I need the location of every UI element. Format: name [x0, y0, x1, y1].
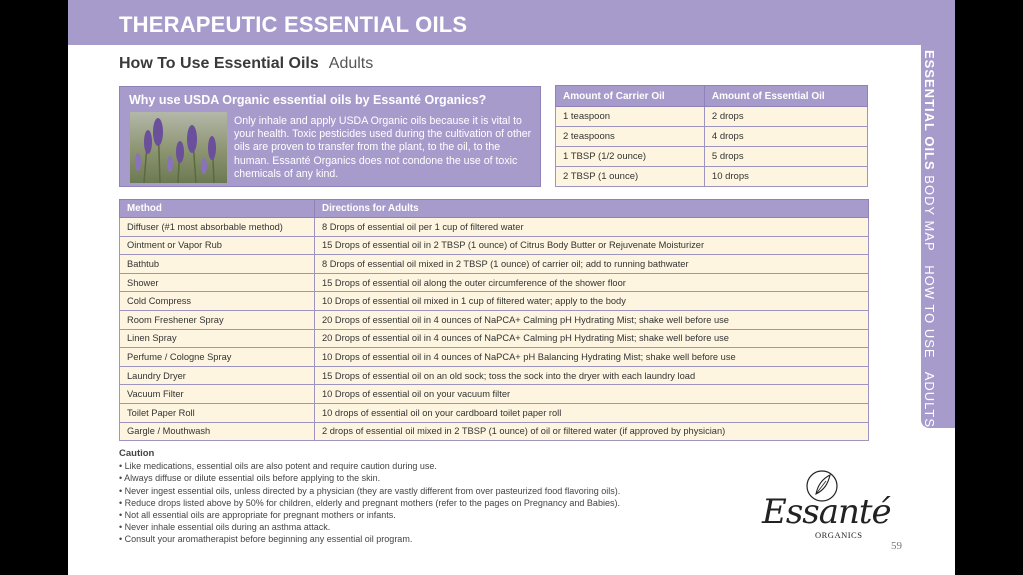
- table-row: [120, 366, 869, 385]
- table-cell: 2 drops of essential oil mixed in 2 TBSP (1 ounce) of oil or filtered water (if approved by physician): [315, 422, 869, 441]
- caution-item: • Like medications, essential oils are also potent and require caution during use.: [119, 461, 437, 472]
- page-number: 59: [891, 540, 902, 552]
- table-cell: 15 Drops of essential oil along the outer circumference of the shower floor: [315, 273, 869, 292]
- section-subtitle: [119, 55, 373, 73]
- logo-wordmark: Essanté: [762, 492, 891, 532]
- table-row: [120, 348, 869, 367]
- table-cell: Cold Compress: [120, 292, 315, 311]
- table-header-row: [120, 200, 869, 218]
- table-row: [556, 167, 868, 187]
- page-title: THERAPEUTIC ESSENTIAL OILS: [119, 12, 468, 37]
- table-row: [556, 147, 868, 167]
- subtitle-audience: Adults: [328, 55, 374, 72]
- column-header: Method: [120, 200, 315, 218]
- table-cell: 8 Drops of essential oil mixed in 2 TBSP (1 ounce) of carrier oil; add to running bathwater: [315, 255, 869, 274]
- column-header: Amount of Carrier Oil: [556, 86, 705, 107]
- table-row: [556, 127, 868, 147]
- table-cell: Perfume / Cologne Spray: [120, 348, 315, 367]
- table-cell: 10 Drops of essential oil in 4 ounces of NaPCA+ pH Balancing Hydrating Mist; shake well before use: [315, 348, 869, 367]
- table-cell: 20 Drops of essential oil in 4 ounces of NaPCA+ Calming pH Hydrating Mist; shake well before use: [315, 329, 869, 348]
- table-row: [120, 310, 869, 329]
- table-cell: Linen Spray: [120, 329, 315, 348]
- table-row: [120, 273, 869, 292]
- side-tab-rest: BODY MAP HOW TO USE ADULTS: [922, 175, 937, 429]
- lavender-flowers-photo: [130, 112, 227, 183]
- caution-item: • Not all essential oils are appropriate for pregnant mothers or infants.: [119, 510, 396, 521]
- table-cell: 20 Drops of essential oil in 4 ounces of NaPCA+ Calming pH Hydrating Mist; shake well before use: [315, 310, 869, 329]
- table-cell: Laundry Dryer: [120, 366, 315, 385]
- table-cell: Shower: [120, 273, 315, 292]
- caution-title: Caution: [119, 448, 155, 459]
- table-row: [120, 329, 869, 348]
- logo-subtext: ORGANICS: [815, 530, 863, 540]
- why-organic-box: [119, 86, 541, 187]
- caution-item: • Never inhale essential oils during an asthma attack.: [119, 522, 331, 533]
- table-cell: 10 drops: [704, 167, 867, 187]
- table-header-row: [556, 86, 868, 107]
- table-cell: 10 drops of essential oil on your cardboard toilet paper roll: [315, 403, 869, 422]
- caution-item: • Never ingest essential oils, unless directed by a physician (they are vastly different from over pasteurized food flavoring oils).: [119, 485, 621, 496]
- caution-item: • Reduce drops listed above by 50% for children, elderly and pregnant mothers (refer to the pages on Pregnancy and Babies).: [119, 497, 620, 508]
- page: [68, 0, 955, 575]
- table-cell: 15 Drops of essential oil in 2 TBSP (1 ounce) of Citrus Body Butter or Rejuvenate Moisturizer: [315, 236, 869, 255]
- table-row: [120, 385, 869, 404]
- table-cell: 10 Drops of essential oil on your vacuum filter: [315, 385, 869, 404]
- table-cell: Ointment or Vapor Rub: [120, 236, 315, 255]
- carrier-oil-table: [555, 85, 868, 187]
- table-row: [120, 236, 869, 255]
- table-row: [120, 255, 869, 274]
- table-row: [556, 107, 868, 127]
- table-cell: Bathtub: [120, 255, 315, 274]
- table-row: [120, 422, 869, 441]
- table-cell: 1 TBSP (1/2 ounce): [556, 147, 705, 167]
- table-cell: 2 drops: [704, 107, 867, 127]
- method-directions-table: [119, 199, 869, 441]
- table-row: [120, 292, 869, 311]
- side-tab-label[interactable]: [922, 50, 937, 428]
- table-cell: Diffuser (#1 most absorbable method): [120, 218, 315, 237]
- table-cell: 8 Drops of essential oil per 1 cup of filtered water: [315, 218, 869, 237]
- table-cell: Room Freshener Spray: [120, 310, 315, 329]
- table-cell: 15 Drops of essential oil on an old sock; toss the sock into the dryer with each laundry load: [315, 366, 869, 385]
- table-cell: 10 Drops of essential oil mixed in 1 cup of filtered water; apply to the body: [315, 292, 869, 311]
- why-organic-text: Only inhale and apply USDA Organic oils because it is vital to your health. Toxic pesticides used during the cultivation of other oils are proven to transfer from the plant, to the oil, to the human. Essanté Organics does not condone the use of toxic chemicals of any kind.: [234, 115, 532, 180]
- table-cell: Gargle / Mouthwash: [120, 422, 315, 441]
- table-row: [120, 403, 869, 422]
- caution-section: [119, 448, 759, 546]
- table-cell: 2 TBSP (1 ounce): [556, 167, 705, 187]
- why-organic-title: Why use USDA Organic essential oils by Essanté Organics?: [129, 93, 487, 107]
- essante-logo: [758, 466, 891, 544]
- table-cell: 2 teaspoons: [556, 127, 705, 147]
- table-cell: Toilet Paper Roll: [120, 403, 315, 422]
- caution-item: • Consult your aromatherapist before beginning any essential oil program.: [119, 534, 413, 545]
- subtitle-main: How To Use Essential Oils: [119, 55, 319, 72]
- table-cell: Vacuum Filter: [120, 385, 315, 404]
- table-cell: 4 drops: [704, 127, 867, 147]
- table-cell: 1 teaspoon: [556, 107, 705, 127]
- table-cell: 5 drops: [704, 147, 867, 167]
- table-row: [120, 218, 869, 237]
- side-tab-strong: ESSENTIAL OILS: [922, 50, 937, 171]
- column-header: Amount of Essential Oil: [704, 86, 867, 107]
- column-header: Directions for Adults: [315, 200, 869, 218]
- caution-item: • Always diffuse or dilute essential oils before applying to the skin.: [119, 473, 381, 484]
